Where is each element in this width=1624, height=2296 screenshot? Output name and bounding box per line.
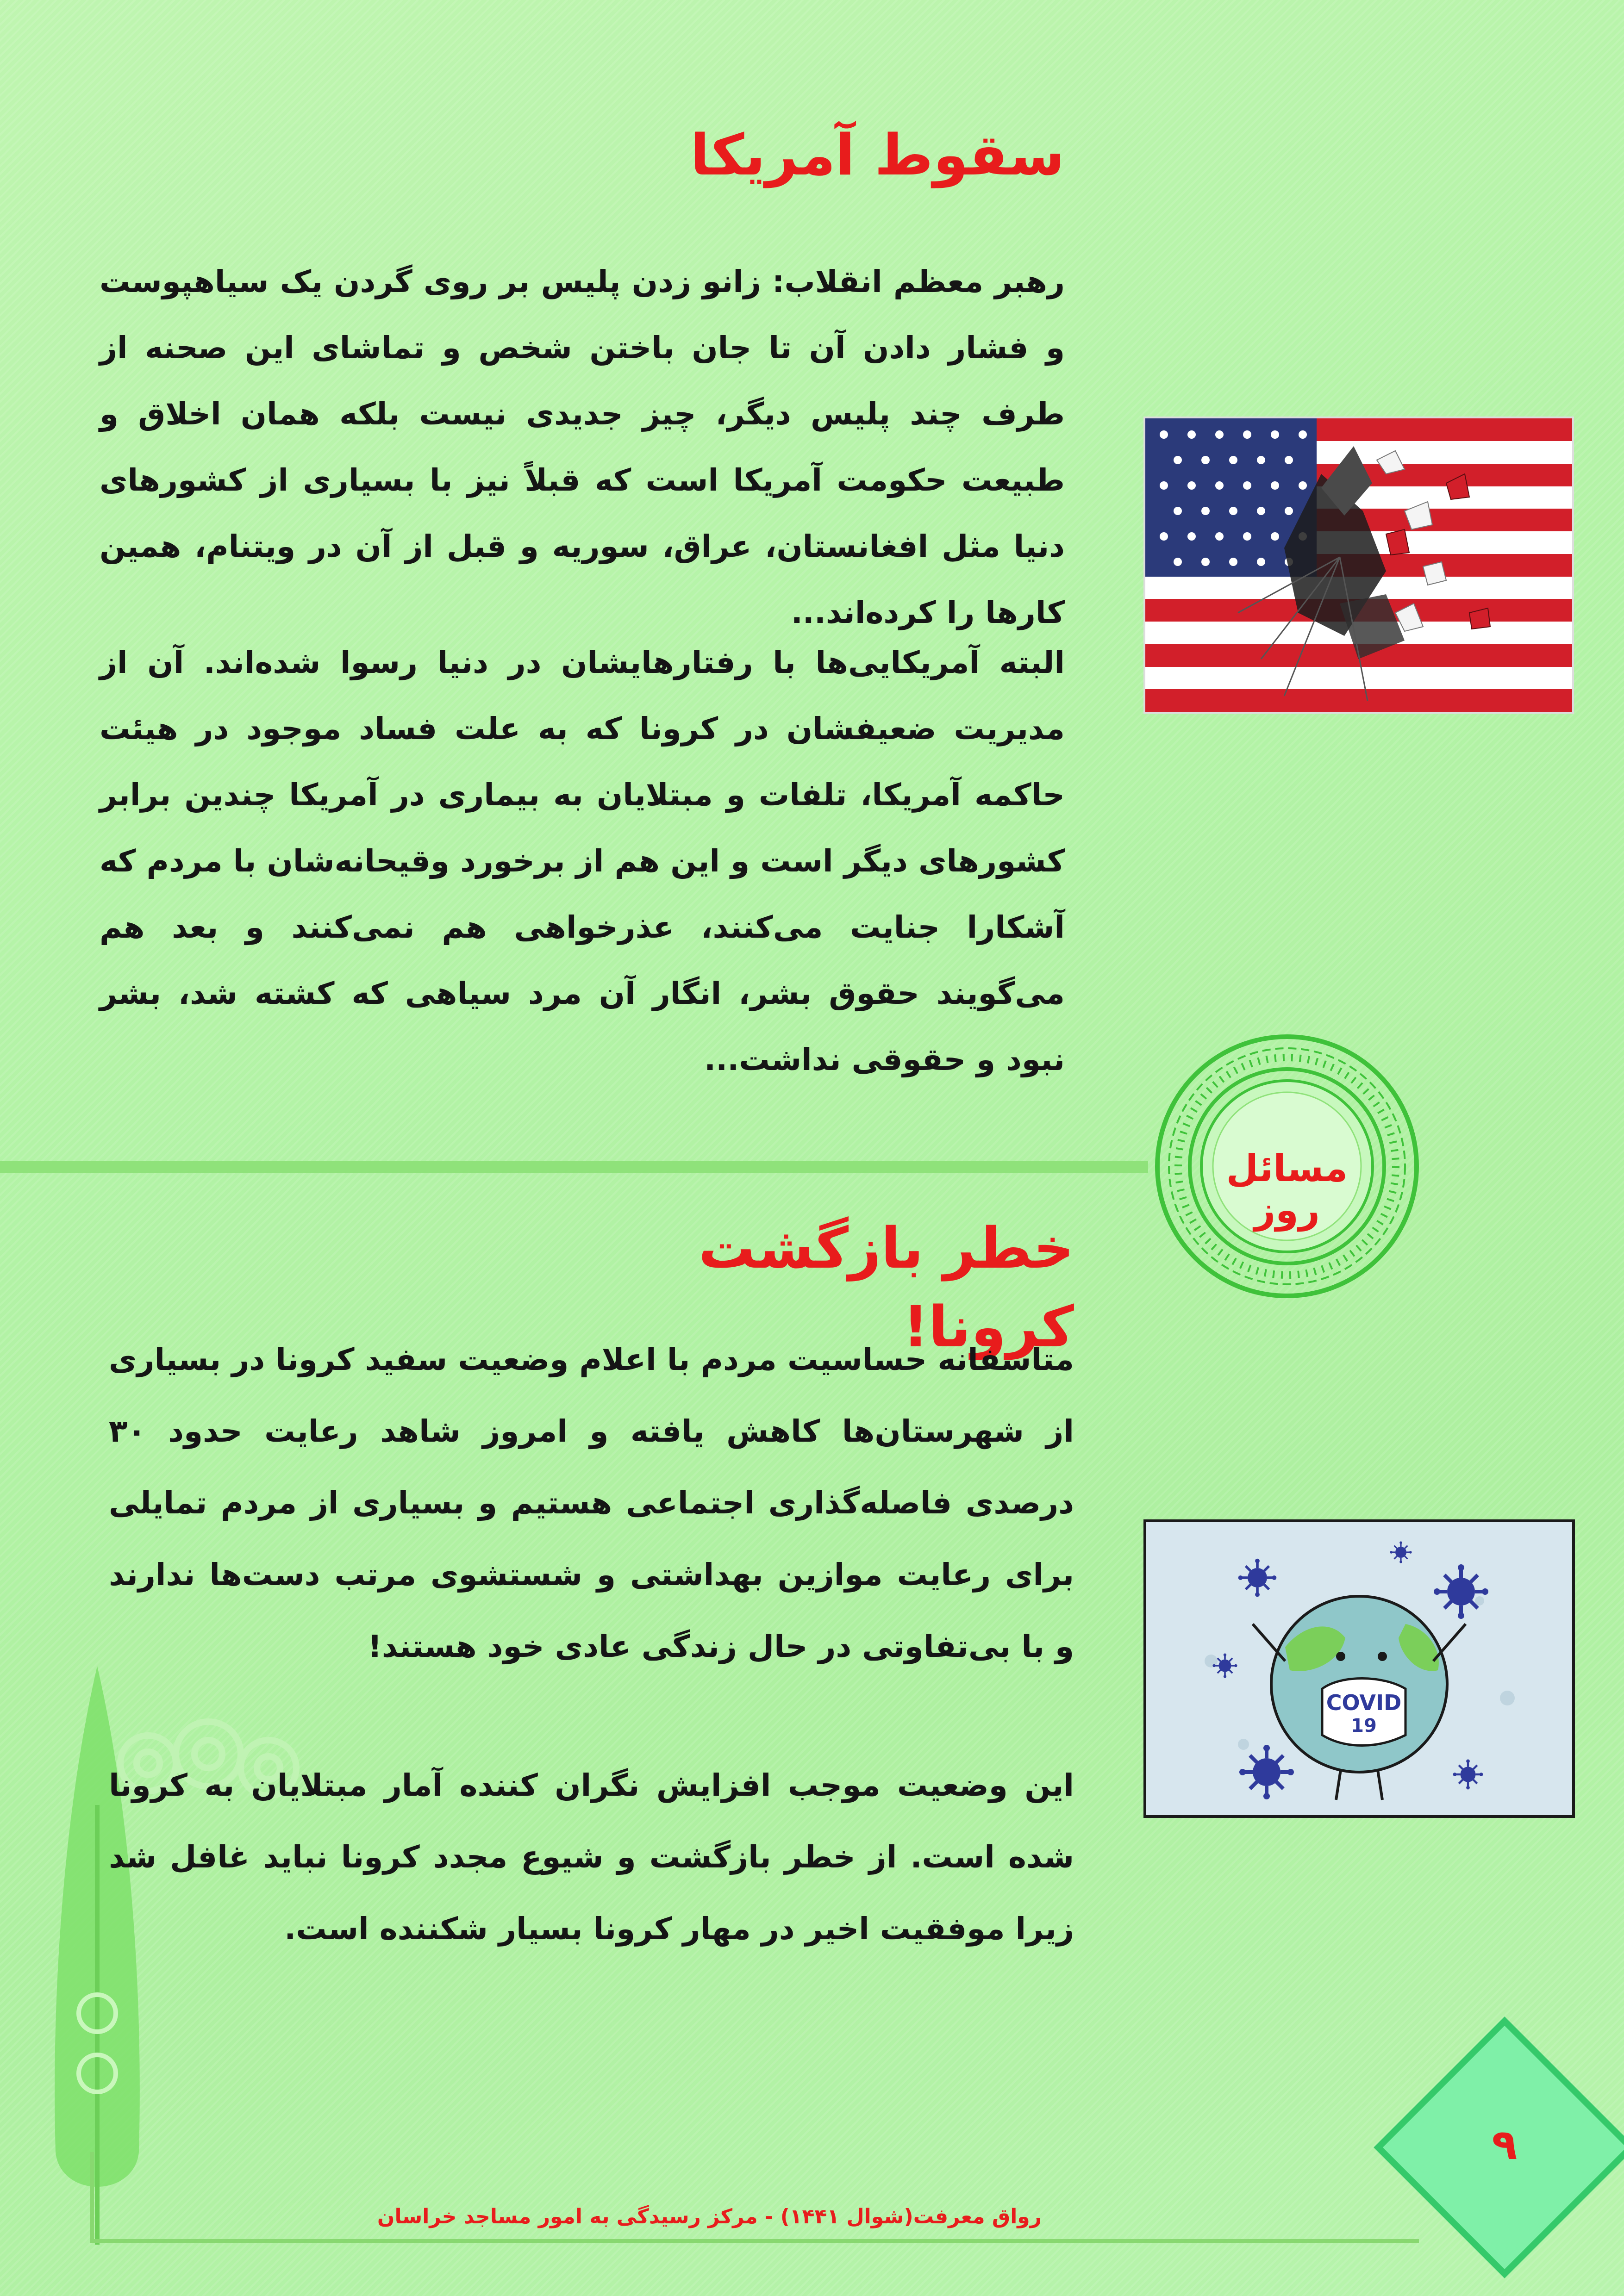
shattered-us-flag-image xyxy=(1143,417,1574,714)
covid-illustration xyxy=(1143,1519,1575,1818)
article-1-paragraph: رهبر معظم انقلاب: زانو زدن پلیس بر روی گردن یک سیاهپوست و فشار دادن آن تا جان باختن شخص و تماشای این صحنه از طرف چند پلیس دیگر، چیز جدیدی نیست بلکه همان اخلاق و طبیعت حکومت آمریکا است که قبلاً نیز با بسیاری از کشورهای دنیا مثل افغانستان، عراق، سوریه و قبل از آن در ویتنام، همین کارها را کرده‌اند... xyxy=(100,264,1065,630)
mask-label-line-2: 19 xyxy=(1351,1715,1377,1736)
mask-label-line-1: COVID xyxy=(1326,1690,1402,1715)
section-badge xyxy=(1148,972,1426,1351)
article-2-paragraph: این وضعیت موجب افزایش نگران کننده آمار مبتلایان به کرونا شده است. از خطر بازگشت و شیوع مجدد کرونا نباید غافل شد زیرا موفقیت اخیر در مهار کرونا بسیار شکننده است. xyxy=(109,1767,1074,1947)
article-1-title: سقوط آمریکا xyxy=(690,122,1065,188)
footer-rule xyxy=(90,2239,1419,2243)
article-1-paragraph: البته آمریکایی‌ها با رفتارهایشان در دنیا رسوا شده‌اند. آن از مدیریت ضعیفشان در کرونا که به علت فساد موجود در هیئت حاکمه آمریکا، تلفات و مبتلایان به بیماری در آمریکا چندین برابر کشورهای دیگر است و این هم از برخورد وقیحانه‌شان با مردم که آشکارا جنایت می‌کنند، عذرخواهی هم نمی‌کنند و بعد هم می‌گویند حقوق بشر، انگار آن مرد سیاهی که کشته شد، بشر نبود و حقوقی نداشت... xyxy=(100,645,1065,1077)
article-2-paragraph: متاسفانه حساسیت مردم با اعلام وضعیت سفید کرونا در بسیاری از شهرستان‌ها کاهش یافته و امروز شاهد رعایت حدود ۳۰ درصدی فاصله‌گذاری اجتماعی هستیم و بسیاری از مردم تمایلی برای رعایت موازین بهداشتی و شستشوی مرتب دست‌ها ندارند و با بی‌تفاوتی در حال زندگی عادی خود هستند! xyxy=(109,1342,1074,1664)
footer-text: رواق معرفت(شوال ۱۴۴۱) - مرکز رسیدگی به امور مساجد خراسان xyxy=(377,2205,1042,2228)
page-number: ۹ xyxy=(1492,2121,1518,2169)
footer-rule-vertical xyxy=(90,2152,94,2243)
article-2-title: خطر بازگشت کرونا! xyxy=(698,1215,1074,1360)
section-divider xyxy=(0,1161,1148,1173)
section-badge-label: مسائل روز xyxy=(1226,1147,1348,1232)
